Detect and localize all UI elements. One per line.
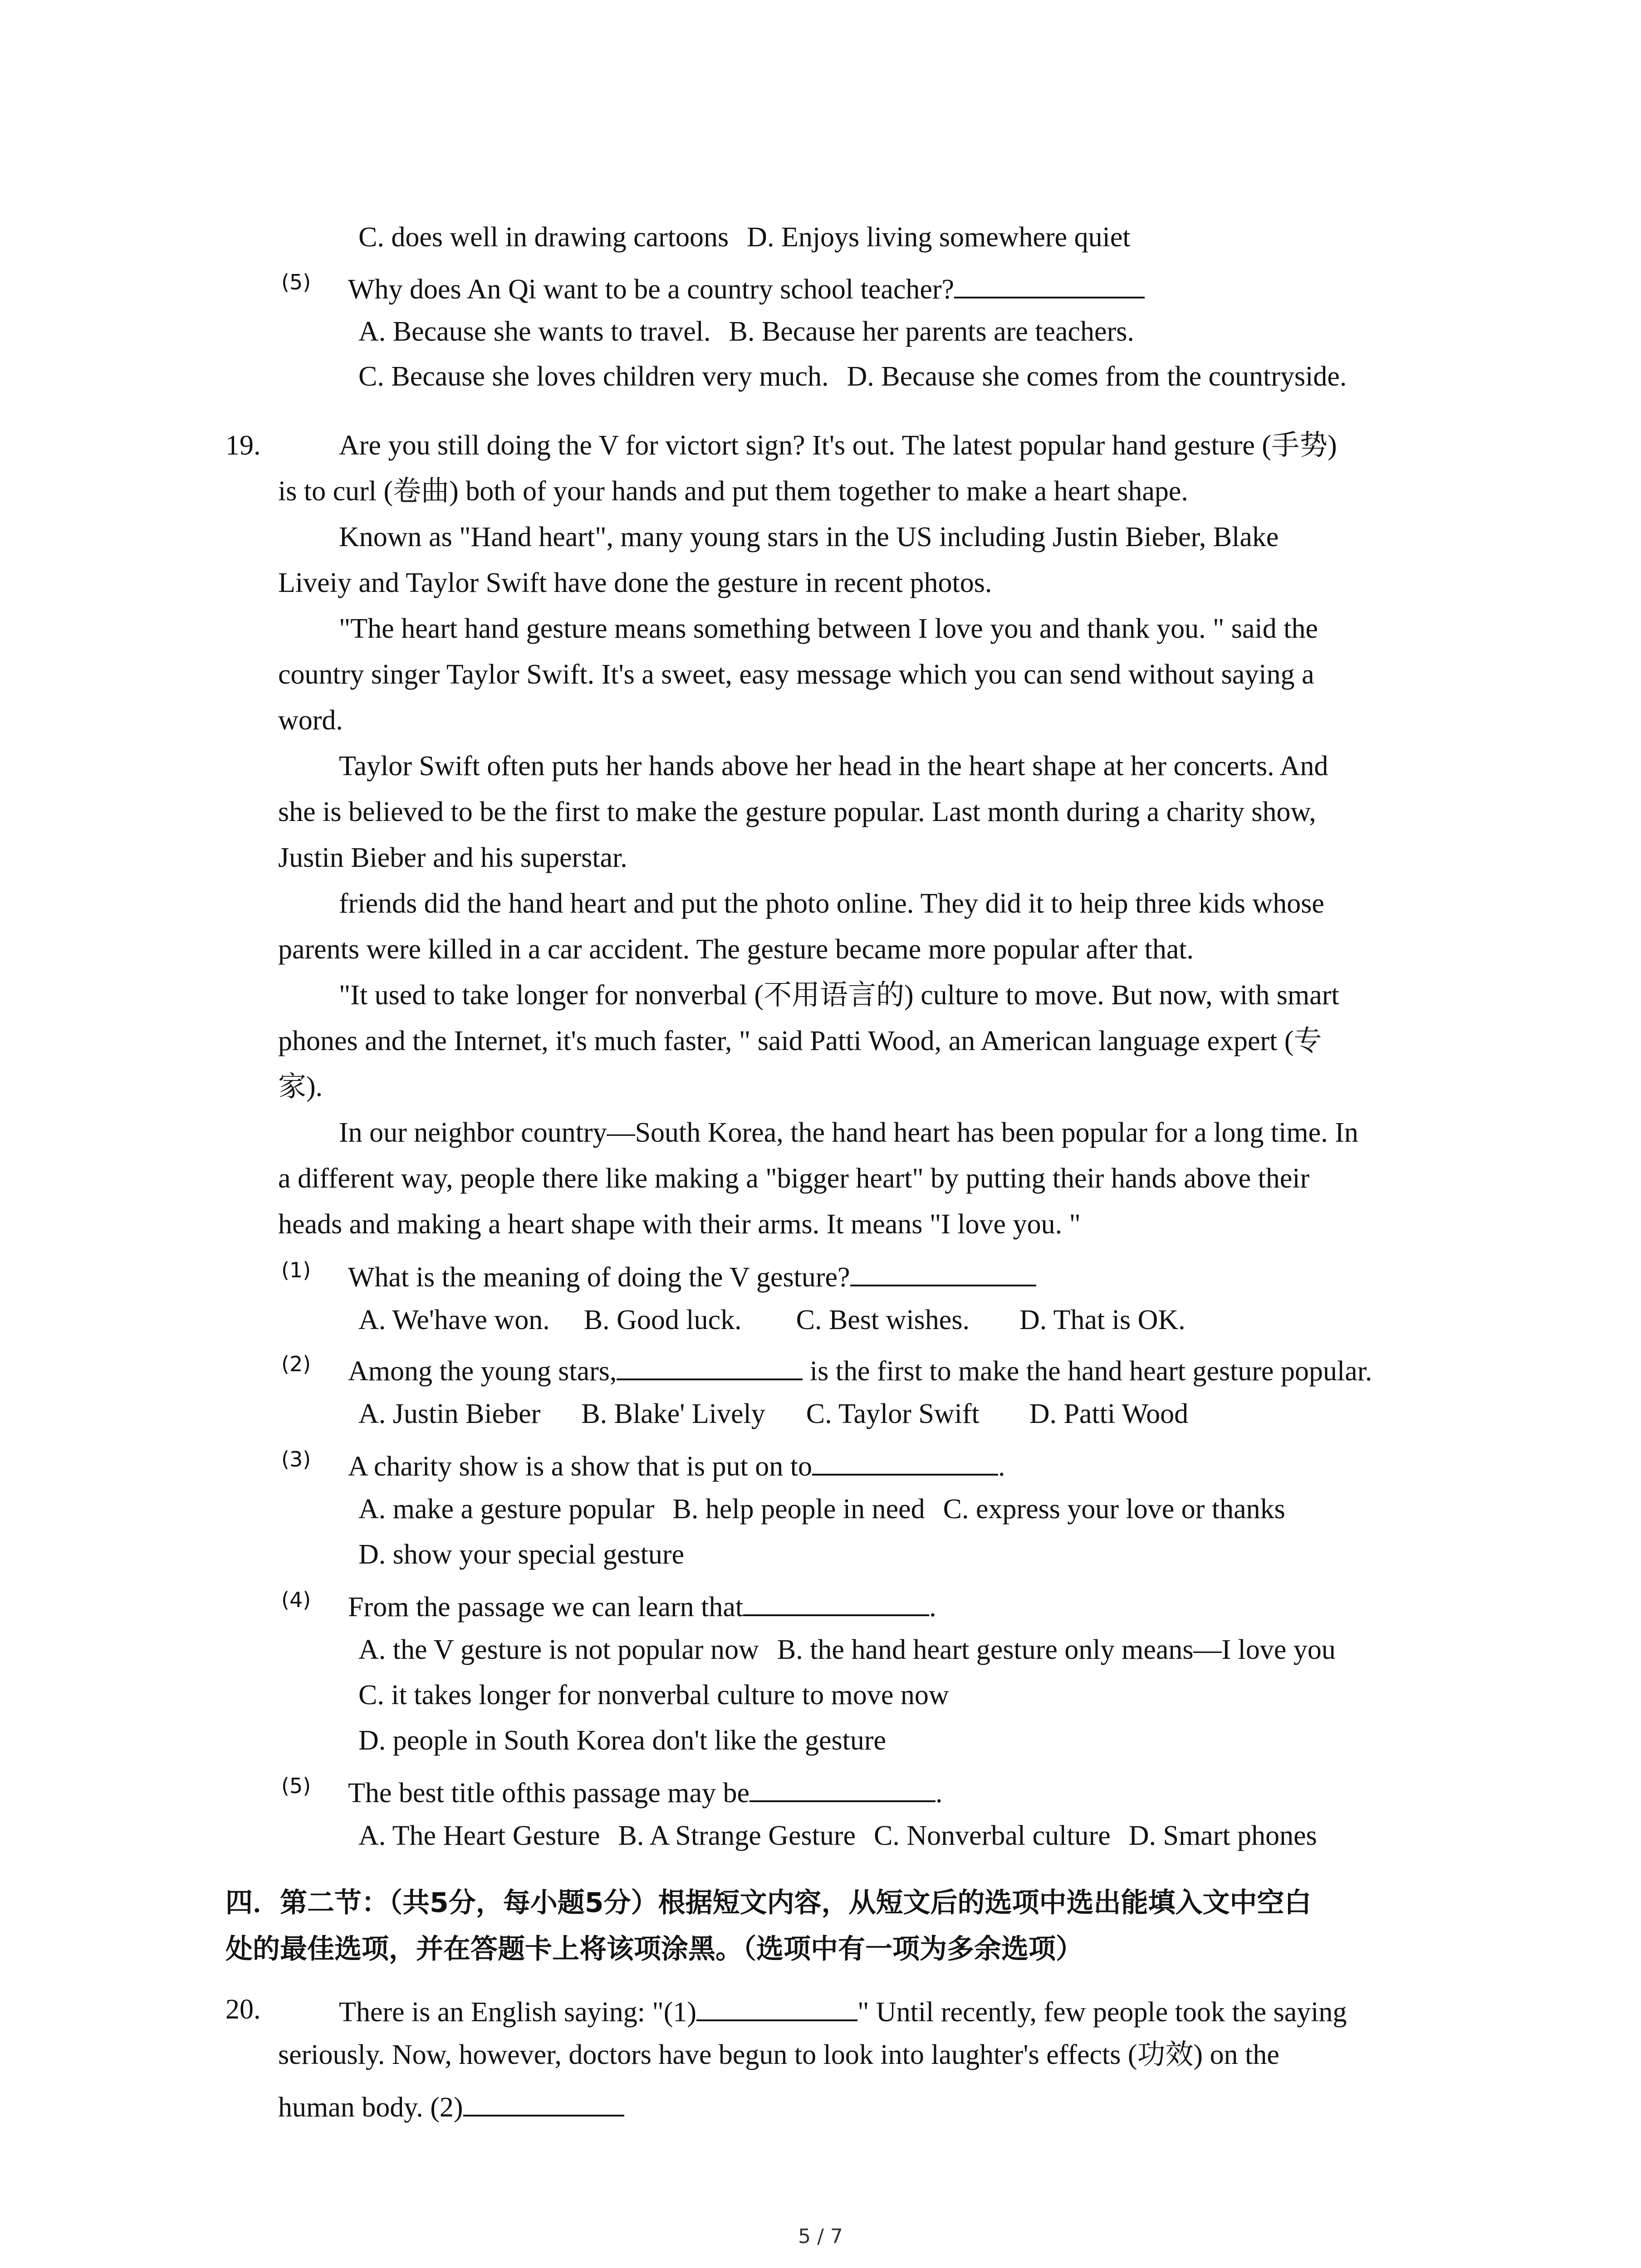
- subquestion-options: A. The Heart Gesture B. A Strange Gesture C. Nonverbal culture D. Smart phones: [358, 1820, 1317, 1851]
- page-number: 5 / 7: [798, 2225, 843, 2248]
- subquestion-stem: A charity show is a show that is put on to .: [348, 1446, 1005, 1485]
- subquestion-stem: What is the meaning of doing the V gesture?: [348, 1256, 1036, 1295]
- subquestion-option-c: C. it takes longer for nonverbal culture to move now: [358, 1680, 949, 1711]
- prev-q5-options-cd: C. Because she loves children very much. D. Because she comes from the countryside.: [358, 361, 1347, 392]
- subquestion-options: A. Justin Bieber B. Blake' Lively C. Taylor Swift D. Patti Wood: [358, 1398, 1189, 1429]
- passage-line: word.: [278, 705, 343, 736]
- subquestion-stem: The best title ofthis passage may be .: [348, 1772, 942, 1811]
- passage-line: heads and making a heart shape with their arms. It means "I love you. ": [278, 1209, 1081, 1240]
- subquestion-number: (3): [281, 1447, 311, 1471]
- prev-q5-options-ab: A. Because she wants to travel. B. Because her parents are teachers.: [358, 316, 1134, 347]
- passage-line: In our neighbor country—South Korea, the hand heart has been popular for a long time. In: [339, 1117, 1358, 1148]
- passage-line: parents were killed in a car accident. The gesture became more popular after that.: [278, 934, 1194, 965]
- passage-line: Liveiy and Taylor Swift have done the gesture in recent photos.: [278, 567, 992, 598]
- question-number-5: (5): [281, 270, 311, 294]
- subquestion-options: A. the V gesture is not popular now B. the hand heart gesture only means—I love you: [358, 1634, 1336, 1665]
- prev-q5-stem: Why does An Qi want to be a country school teacher?: [348, 269, 1145, 308]
- question-number-20: 20.: [225, 1994, 261, 2025]
- prev-q4-options-cd: C. does well in drawing cartoons D. Enjoys living somewhere quiet: [358, 222, 1131, 253]
- subquestion-number: (4): [281, 1588, 311, 1612]
- passage-line: country singer Taylor Swift. It's a sweet, easy message which you can send without saying a: [278, 659, 1314, 690]
- passage-line: Are you still doing the V for victort sign? It's out. The latest popular hand gesture (手势): [339, 430, 1337, 461]
- passage-line: a different way, people there like making a "bigger heart" by putting their hands above their: [278, 1163, 1310, 1194]
- question-number-19: 19.: [225, 430, 261, 461]
- passage-line: human body. (2): [278, 2087, 624, 2126]
- passage-line: she is believed to be the first to make the gesture popular. Last month during a charity show,: [278, 797, 1316, 827]
- passage-line: "It used to take longer for nonverbal (不用语言的) culture to move. But now, with smart: [339, 980, 1339, 1011]
- subquestion-number: (2): [281, 1352, 311, 1376]
- passage-line: There is an English saying: "(1) " Until recently, few people took the saying: [339, 1991, 1347, 2030]
- passage-line: is to curl (卷曲) both of your hands and put them together to make a heart shape.: [278, 476, 1188, 507]
- section-heading-line-1: 四．第二节：（共5分，每小题5分）根据短文内容，从短文后的选项中选出能填入文中空白: [225, 1887, 1312, 1919]
- subquestion-stem: From the passage we can learn that .: [348, 1586, 936, 1625]
- subquestion-option-d: D. show your special gesture: [358, 1539, 684, 1570]
- subquestion-options: A. make a gesture popular B. help people in need C. express your love or thanks: [358, 1494, 1285, 1525]
- passage-line: 家).: [278, 1071, 323, 1102]
- passage-line: "The heart hand gesture means something between I love you and thank you. " said the: [339, 613, 1318, 644]
- section-heading-line-2: 处的最佳选项，并在答题卡上将该项涂黑。（选项中有一项为多余选项）: [225, 1933, 1083, 1965]
- passage-line: Taylor Swift often puts her hands above her head in the heart shape at her concerts. And: [339, 751, 1328, 782]
- passage-line: friends did the hand heart and put the photo online. They did it to heip three kids whose: [339, 888, 1324, 919]
- subquestion-number: (1): [281, 1258, 311, 1282]
- subquestion-option-d: D. people in South Korea don't like the gesture: [358, 1725, 887, 1756]
- subquestion-number: (5): [281, 1774, 311, 1798]
- passage-line: Justin Bieber and his superstar.: [278, 842, 627, 873]
- passage-line: seriously. Now, however, doctors have begun to look into laughter's effects (功效) on the: [278, 2039, 1279, 2070]
- passage-line: phones and the Internet, it's much faster, " said Patti Wood, an American language expert (专: [278, 1026, 1322, 1056]
- subquestion-options: A. We'have won. B. Good luck. C. Best wishes. D. That is OK.: [358, 1305, 1185, 1335]
- subquestion-stem: Among the young stars, is the first to make the hand heart gesture popular.: [348, 1350, 1372, 1389]
- passage-line: Known as "Hand heart", many young stars in the US including Justin Bieber, Blake: [339, 522, 1279, 552]
